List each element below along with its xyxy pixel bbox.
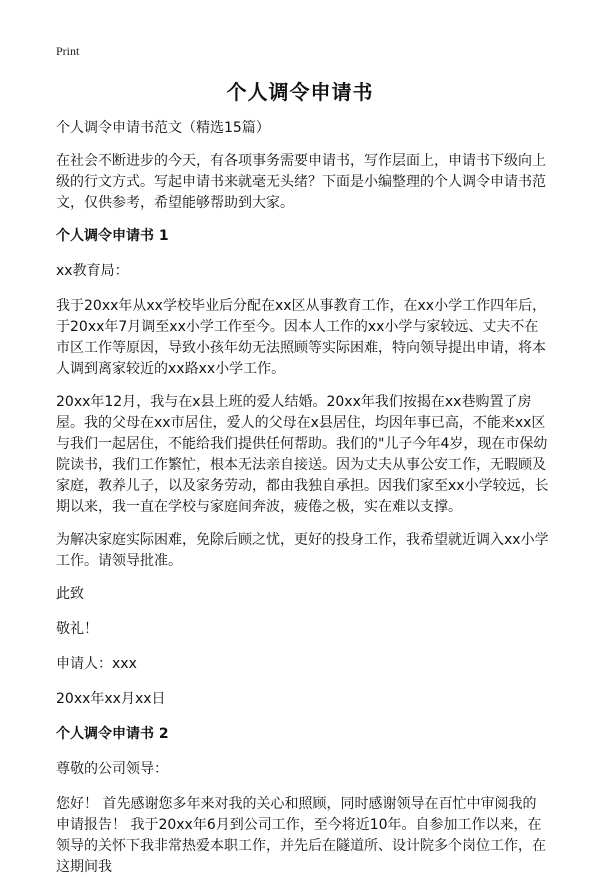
letter1-paragraph-2: 20xx年12月，我与在x县上班的爱人结婚。20xx年我们按揭在xx巷购置了房屋。我的父母在xx市居住，爱人的父母在x县居住，均因年事已高，不能来xx区与我们一起居住，不能给我们提供任何帮助。我们的"儿子今年4岁，现在市保幼院读书，我们工作繁忙，根本无法亲自接送。因为丈夫从事公安工作，无暇顾及家庭，教养儿子，以及家务劳动，都由我独自承担。因我们家至xx小学较远，长期以来，我一直在学校与家庭间奔波，疲倦之极，实在难以支撑。 — [56, 394, 549, 515]
letter1-closing-1: 此致 — [56, 586, 84, 602]
letter1-applicant: 申请人：xxx — [56, 656, 137, 672]
document-subtitle: 个人调令申请书范文（精选15篇） — [56, 120, 270, 136]
letter2-heading: 个人调令申请书 2 — [56, 726, 169, 742]
print-label: Print — [56, 44, 80, 58]
document-body — [56, 118, 550, 890]
letter1-paragraph-3: 为解决家庭实际困难，免除后顾之忧，更好的投身工作，我希望就近调入xx小学工作。请领导批准。 — [56, 532, 549, 569]
letter1-closing-2: 敬礼！ — [56, 621, 98, 637]
intro-paragraph: 在社会不断进步的今天，有各项事务需要申请书，写作层面上，申请书下级向上级的行文方式。写起申请书来就毫无头绪？下面是小编整理的个人调令申请书范文，仅供参考，希望能够帮助到大家。 — [56, 153, 546, 211]
letter2-paragraph-1: 您好！ 首先感谢您多年来对我的关心和照顾，同时感谢领导在百忙中审阅我的申请报告！ 我于20xx年6月到公司工作，至今将近10年。自参加工作以来，在领导的关怀下我非常热爱本职工作，并先后在隧道所、设计院多个岗位工作，在这期间我 — [56, 796, 546, 875]
letter1-paragraph-1: 我于20xx年从xx学校毕业后分配在xx区从事教育工作，在xx小学工作四年后，于20xx年7月调至xx小学工作至今。因本人工作的xx小学与家较远、丈夫不在市区工作等原因，导致小孩年幼无法照顾等实际困难，特向领导提出申请，将本人调到离家较近的xx路xx小学工作。 — [56, 298, 547, 377]
letter2-recipient: 尊敬的公司领导： — [56, 761, 168, 777]
letter1-heading: 个人调令申请书 1 — [56, 228, 169, 244]
letter1-date: 20xx年xx月xx日 — [56, 691, 166, 707]
document-title: 个人调令申请书 — [226, 80, 374, 104]
letter1-recipient: xx教育局： — [56, 263, 129, 279]
